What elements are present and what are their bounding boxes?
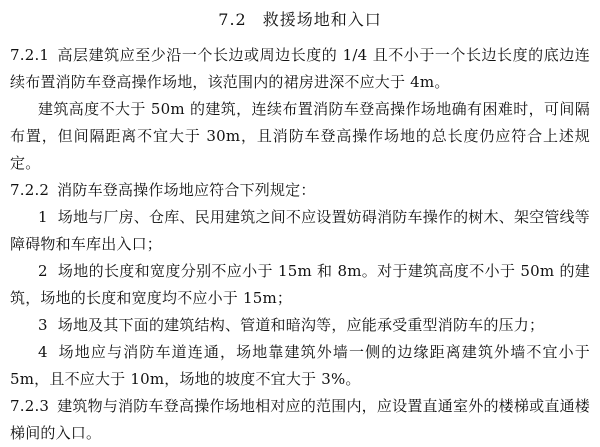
clause-7-2-2 <box>10 177 590 204</box>
item-text: 场地的长度和宽度分别不应小于 15m 和 8m。对于建筑高度不小于 50m 的建筑，场地的长度和宽度均不应小于 15m； <box>10 262 590 307</box>
clause-7-2-3 <box>10 393 590 447</box>
clause-text: 高层建筑应至少沿一个长边或周边长度的 1/4 且不小于一个长边长度的底边连续布置消防车登高操作场地，该范围内的裙房进深不应大于 4m。 <box>10 46 590 91</box>
list-item-4 <box>10 339 590 393</box>
clause-text: 消防车登高操作场地应符合下列规定： <box>57 181 316 199</box>
item-text: 场地及其下面的建筑结构、管道和暗沟等，应能承受重型消防车的压力； <box>57 316 545 334</box>
item-number: 2 <box>38 262 48 280</box>
item-number: 3 <box>38 316 48 334</box>
clause-number: 7.2.3 <box>10 397 50 415</box>
item-number: 4 <box>38 343 48 361</box>
clause-number: 7.2.1 <box>10 46 50 64</box>
clause-7-2-1 <box>10 42 590 96</box>
section-number: 7.2 <box>218 10 247 29</box>
list-item-2 <box>10 258 590 312</box>
item-text: 场地与厂房、仓库、民用建筑之间不应设置妨碍消防车操作的树木、架空管线等障碍物和车库出入口； <box>10 208 590 253</box>
list-item-3 <box>10 312 590 339</box>
list-item-1 <box>10 204 590 258</box>
section-heading <box>10 6 590 34</box>
clause-7-2-1-continuation <box>10 96 590 177</box>
item-text: 场地应与消防车道连通，场地靠建筑外墙一侧的边缘距离建筑外墙不宜小于 5m，且不应大于 10m，场地的坡度不宜大于 3%。 <box>10 343 590 388</box>
section-title: 救援场地和入口 <box>262 10 382 29</box>
clause-text: 建筑高度不大于 50m 的建筑，连续布置消防车登高操作场地确有困难时，可间隔布置，但间隔距离不宜大于 30m，且消防车登高操作场地的总长度仍应符合上述规定。 <box>10 100 590 172</box>
clause-number: 7.2.2 <box>10 181 50 199</box>
item-number: 1 <box>38 208 48 226</box>
clause-text: 建筑物与消防车登高操作场地相对应的范围内，应设置直通室外的楼梯或直通楼梯间的入口。 <box>10 397 590 442</box>
